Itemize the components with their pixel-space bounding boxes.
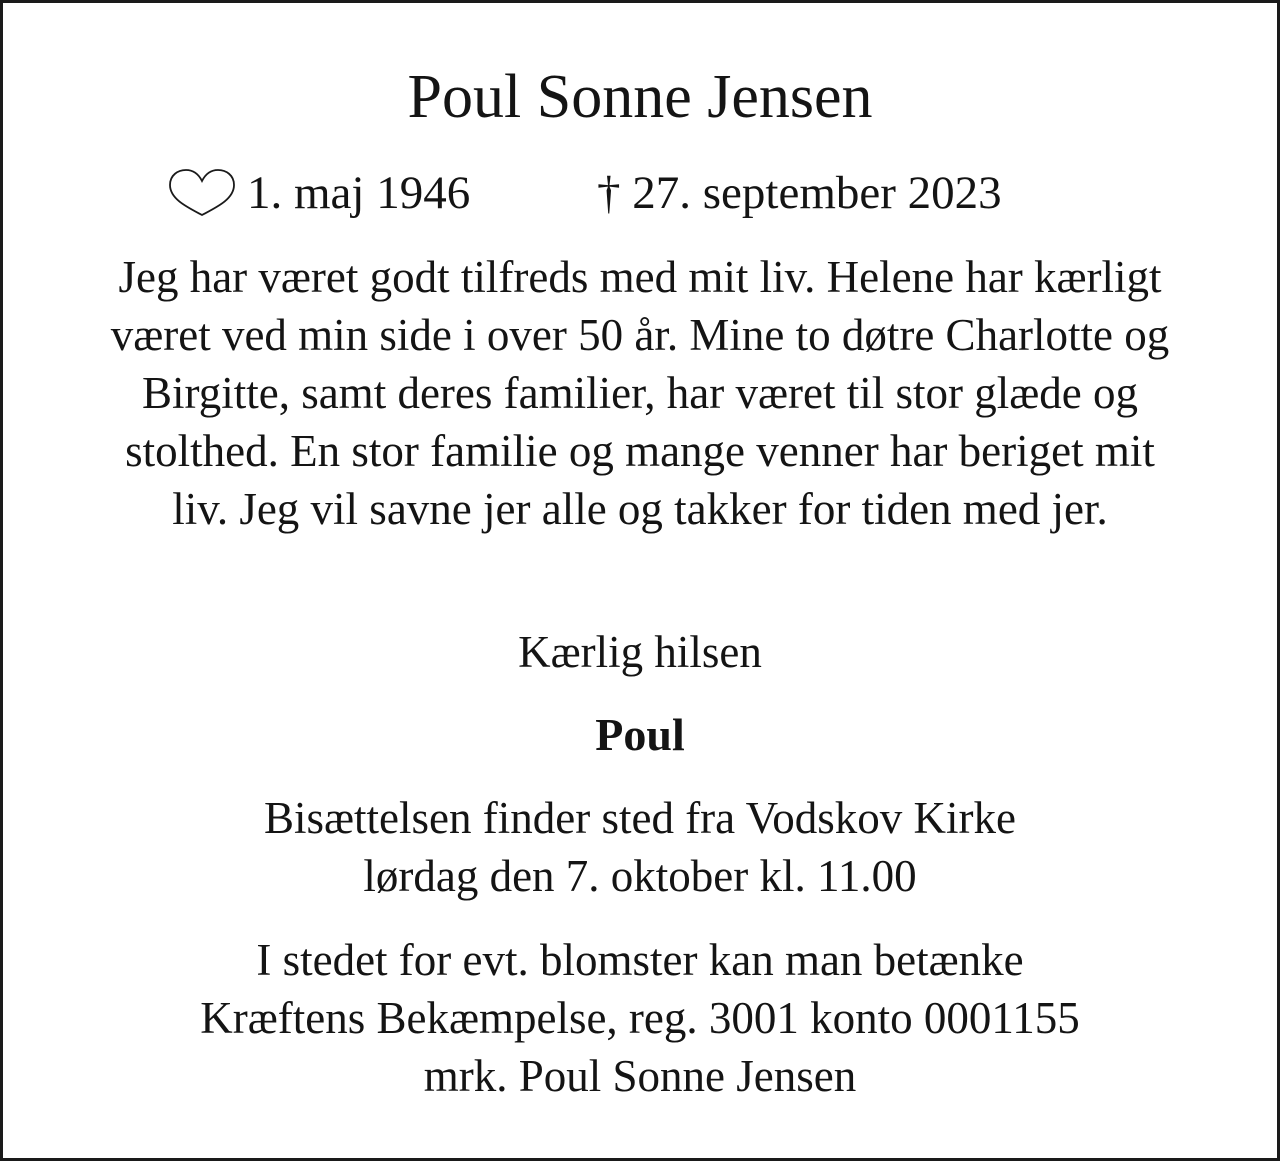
greeting: Kærlig hilsen [518,627,762,677]
life-dates [3,163,1277,223]
funeral-info-line: lørdag den 7. oktober kl. 11.00 [363,851,917,901]
death-date: † 27. september 2023 [597,167,1002,219]
funeral-info-line: Bisættelsen finder sted fra Vodskov Kirke [264,793,1016,843]
message-line: stolthed. En stor familie og mange venner har beriget mit [125,426,1155,476]
message-line: liv. Jeg vil savne jer alle og takker for tiden med jer. [172,484,1108,534]
donation-info-line: I stedet for evt. blomster kan man betænke [256,935,1024,985]
donation-info-line: Kræftens Bekæmpelse, reg. 3001 konto 0001155 [200,993,1080,1043]
birth-date: 1. maj 1946 [247,167,471,219]
signer-name: Poul [595,709,685,760]
message-line: været ved min side i over 50 år. Mine to døtre Charlotte og [110,310,1170,360]
message-line: Jeg har været godt tilfreds med mit liv. Helene har kærligt [118,252,1162,302]
heart-outline-icon [165,165,239,221]
donation-info-line: mrk. Poul Sonne Jensen [423,1051,857,1101]
message-line: Birgitte, samt deres familier, har været til stor glæde og [142,368,1138,418]
birth-date-group [165,163,470,223]
deceased-name: Poul Sonne Jensen [407,63,873,131]
